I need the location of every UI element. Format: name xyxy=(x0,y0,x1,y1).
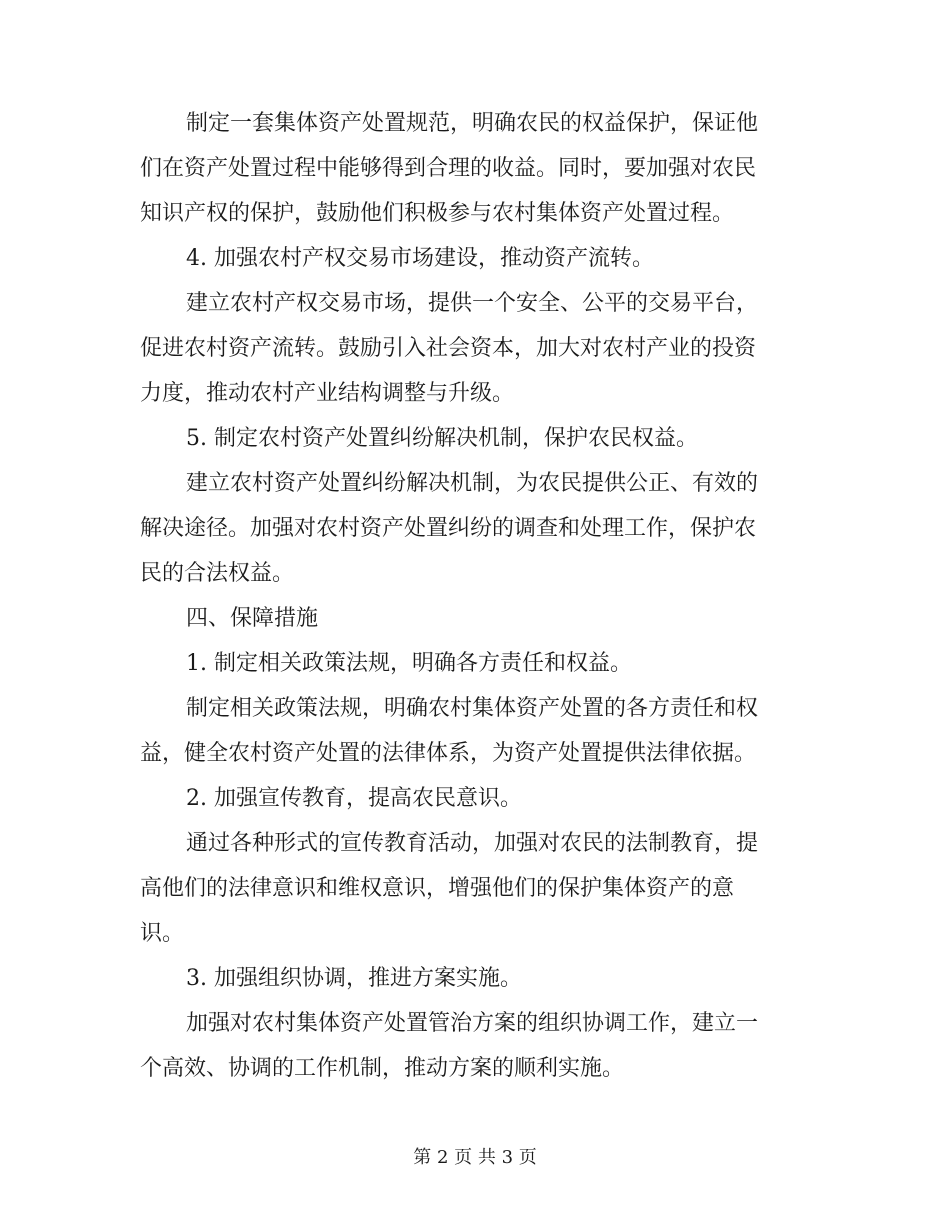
paragraph-line: 高他们的法律意识和维权意识，增强他们的保护集体资产的意 xyxy=(140,876,735,901)
paragraph-line: 加强对农村集体资产处置管治方案的组织协调工作，建立一 xyxy=(186,1011,759,1036)
section-heading-1: 1. 制定相关政策法规，明确各方责任和权益。 xyxy=(186,651,632,676)
paragraph-line: 建立农村产权交易市场，提供一个安全、公平的交易平台， xyxy=(186,291,759,316)
paragraph-line: 个高效、协调的工作机制，推动方案的顺利实施。 xyxy=(140,1056,625,1081)
section-heading-3: 3. 加强组织协调，推进方案实施。 xyxy=(186,966,522,991)
section-heading-5: 5. 制定农村资产处置纠纷解决机制，保护农民权益。 xyxy=(186,426,698,451)
section-heading-2: 2. 加强宣传教育，提高农民意识。 xyxy=(186,786,522,811)
paragraph-line: 力度，推动农村产业结构调整与升级。 xyxy=(140,381,515,406)
paragraph-line: 识。 xyxy=(140,921,185,946)
paragraph-line: 知识产权的保护，鼓励他们积极参与农村集体资产处置过程。 xyxy=(140,201,735,226)
paragraph-line: 建立农村资产处置纠纷解决机制，为农民提供公正、有效的 xyxy=(186,471,759,496)
section-heading-4: 4. 加强农村产权交易市场建设，推动资产流转。 xyxy=(186,246,654,271)
paragraph-line: 促进农村资产流转。鼓励引入社会资本，加大对农村产业的投资 xyxy=(140,336,757,361)
paragraph-line: 制定一套集体资产处置规范，明确农民的权益保护，保证他 xyxy=(186,111,759,136)
paragraph-line: 解决途径。加强对农村资产处置纠纷的调查和处理工作，保护农 xyxy=(140,516,757,541)
page-number-footer: 第 2 页 共 3 页 xyxy=(413,1147,537,1168)
paragraph-line: 制定相关政策法规，明确农村集体资产处置的各方责任和权 xyxy=(186,696,759,721)
chapter-heading: 四、保障措施 xyxy=(186,606,319,631)
paragraph-line: 通过各种形式的宣传教育活动，加强对农民的法制教育，提 xyxy=(186,831,759,856)
paragraph-line: 民的合法权益。 xyxy=(140,561,295,586)
paragraph-line: 益，健全农村资产处置的法律体系，为资产处置提供法律依据。 xyxy=(140,741,757,766)
document-body xyxy=(140,101,800,1091)
paragraph-line: 们在资产处置过程中能够得到合理的收益。同时，要加强对农民 xyxy=(140,156,757,181)
